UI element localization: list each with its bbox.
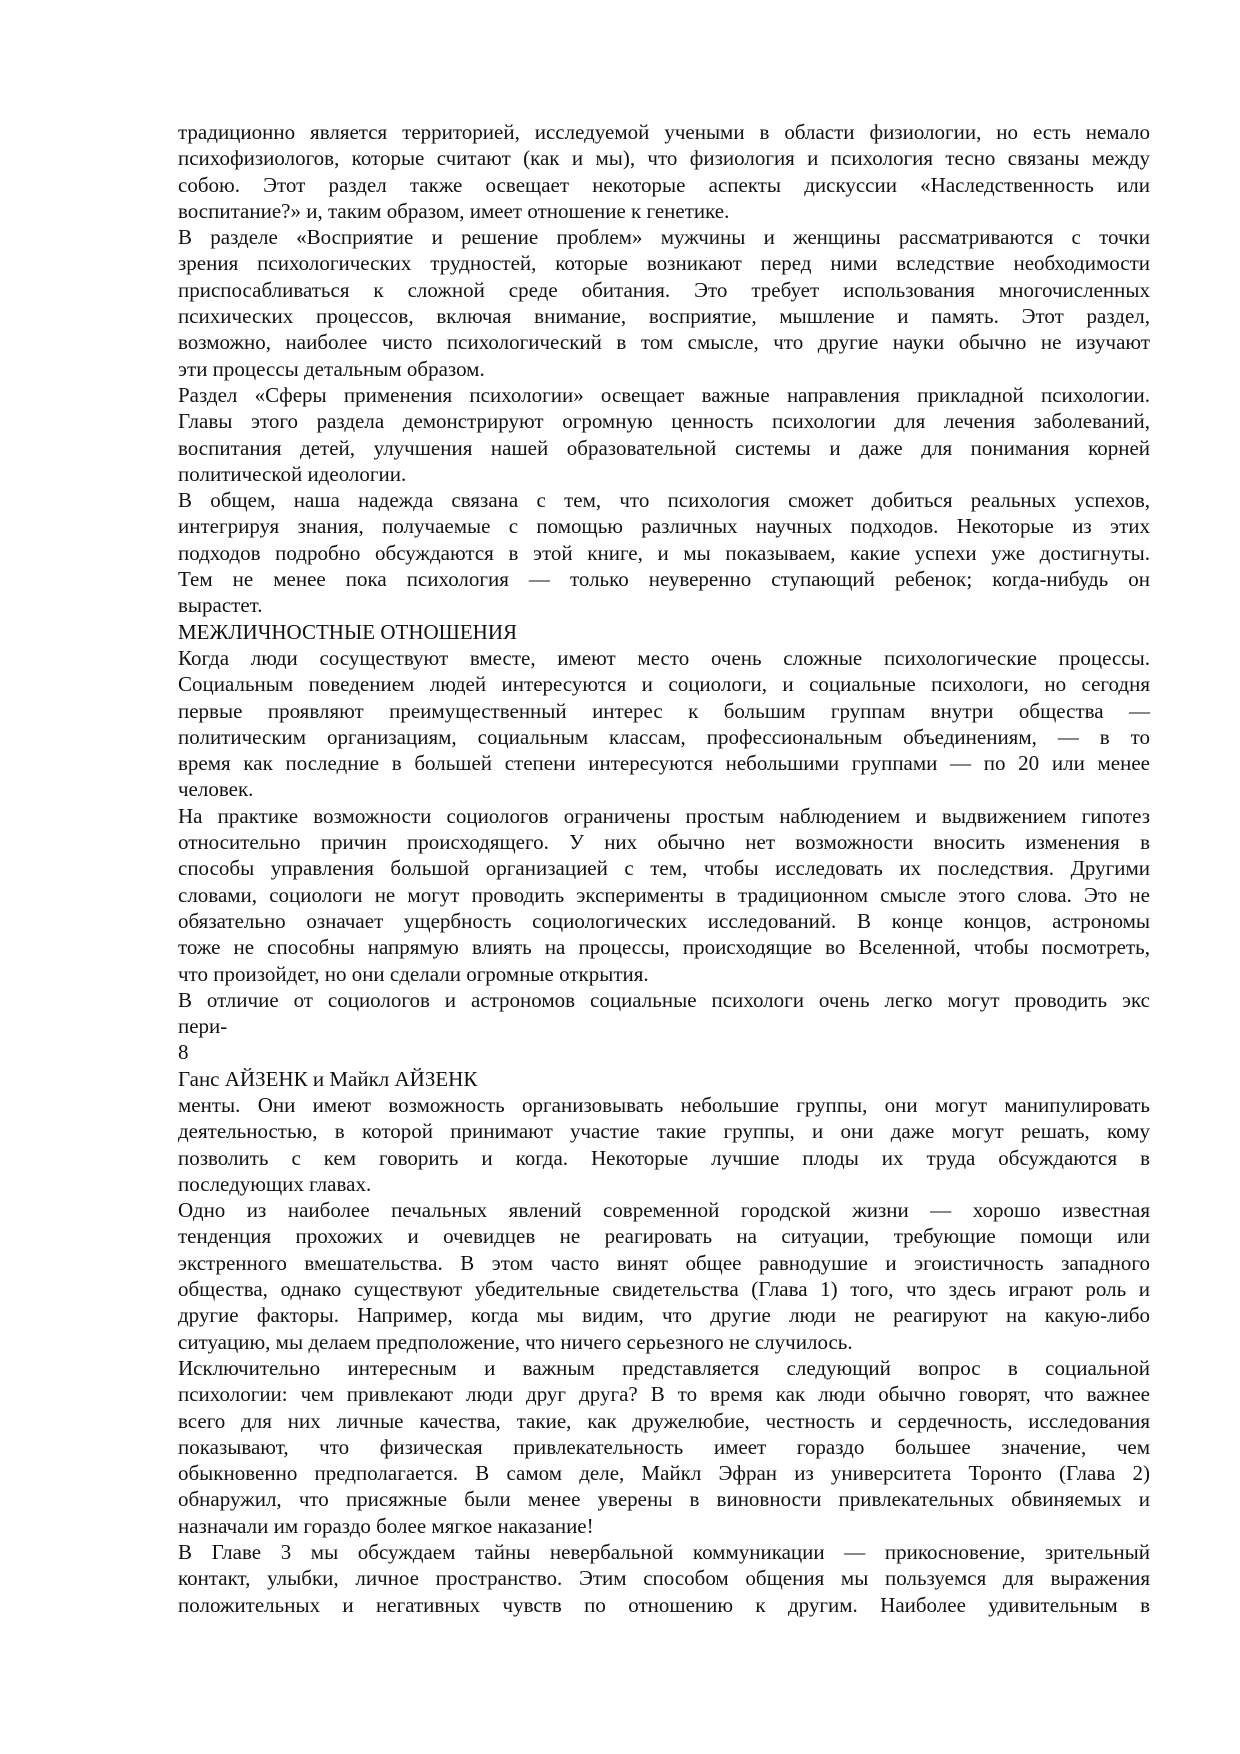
text-line: всего для них личные качества, такие, как дружелюбие, честность и сердечность, исследования bbox=[178, 1408, 1150, 1433]
text-line: возможно, наиболее чисто психологический в том смысле, что другие науки обычно не изучают bbox=[178, 330, 1150, 355]
running-header-text: Ганс АЙЗЕНК и Майкл АЙЗЕНК bbox=[178, 1066, 478, 1091]
text-line: первые проявляют преимущественный интерес к большим группам внутри общества — bbox=[178, 698, 1150, 723]
text-line: ситуацию, мы делаем предположение, что ничего серьезного не случилось. bbox=[178, 1329, 853, 1354]
paragraph bbox=[178, 645, 1150, 803]
text-line: психических процессов, включая внимание, восприятие, мышление и память. Этот раздел, bbox=[178, 304, 1150, 329]
text-line: обнаружил, что присяжные были менее уверены в виновности привлекательных обвиняемых и bbox=[178, 1487, 1150, 1512]
text-line: приспосабливаться к сложной среде обитания. Это требует использования многочисленных bbox=[178, 277, 1150, 302]
text-line: человек. bbox=[178, 777, 254, 802]
paragraph bbox=[178, 803, 1150, 987]
heading bbox=[178, 619, 1150, 645]
text-line: В разделе «Восприятие и решение проблем» мужчины и женщины рассматриваются с точки bbox=[178, 225, 1150, 250]
page-number bbox=[178, 1039, 1150, 1065]
text-line: общества, однако существуют убедительные свидетельства (Глава 1) того, что здесь играют роль и bbox=[178, 1277, 1150, 1302]
text-line: менты. Они имеют возможность организовывать небольшие группы, они могут манипулировать bbox=[178, 1092, 1150, 1117]
text-line: собою. Этот раздел также освещает некоторые аспекты дискуссии «Наследственность или bbox=[178, 172, 1150, 197]
text-line: тенденция прохожих и очевидцев не реагировать на ситуации, требующие помощи или bbox=[178, 1224, 1150, 1249]
text-line: Исключительно интересным и важным представляется следующий вопрос в социальной bbox=[178, 1355, 1150, 1380]
page-number-text: 8 bbox=[178, 1040, 189, 1065]
text-line: эти процессы детальным образом. bbox=[178, 356, 485, 381]
text-line: политическим организациям, социальным классам, профессиональным объединениям, — в то bbox=[178, 724, 1150, 749]
running-header bbox=[178, 1066, 1150, 1092]
text-line: В Главе 3 мы обсуждаем тайны невербальной коммуникации — прикосновение, зрительный bbox=[178, 1540, 1150, 1565]
paragraph bbox=[178, 119, 1150, 224]
text-line: позволить с кем говорить и когда. Некоторые лучшие плоды их труда обсуждаются в bbox=[178, 1145, 1150, 1170]
text-line: положительных и негативных чувств по отношению к другим. Наиболее удивительным в bbox=[178, 1592, 1150, 1617]
text-line: зрения психологических трудностей, которые возникают перед ними вследствие необходимости bbox=[178, 251, 1150, 276]
text-line: Главы этого раздела демонстрируют огромную ценность психологии для лечения заболеваний, bbox=[178, 409, 1150, 434]
paragraph bbox=[178, 1092, 1150, 1197]
paragraph bbox=[178, 487, 1150, 618]
text-line: экстренного вмешательства. В этом часто винят общее равнодушие и эгоистичность западного bbox=[178, 1250, 1150, 1275]
heading-text: МЕЖЛИЧНОСТНЫЕ ОТНОШЕНИЯ bbox=[178, 619, 518, 644]
paragraph bbox=[178, 1539, 1150, 1618]
text-line: способы управления большой организацией с тем, чтобы исследовать их последствия. Другими bbox=[178, 856, 1150, 881]
text-line: деятельностью, в которой принимают участие такие группы, и они даже могут решать, кому bbox=[178, 1119, 1150, 1144]
paragraph bbox=[178, 1197, 1150, 1355]
text-line: вырастет. bbox=[178, 593, 263, 618]
text-line: тоже не способны напрямую влиять на процессы, происходящие во Вселенной, чтобы посмотреть, bbox=[178, 935, 1150, 960]
text-line: контакт, улыбки, личное пространство. Этим способом общения мы пользуемся для выражения bbox=[178, 1566, 1150, 1591]
text-line: относительно причин происходящего. У них обычно нет возможности вносить изменения в bbox=[178, 830, 1150, 855]
text-line: воспитания детей, улучшения нашей образовательной системы и даже для понимания корней bbox=[178, 435, 1150, 460]
text-line: воспитание?» и, таким образом, имеет отношение к генетике. bbox=[178, 198, 730, 223]
document-page bbox=[178, 119, 1150, 1618]
text-line: подходов подробно обсуждаются в этой книге, и мы показываем, какие успехи уже достигнуты. bbox=[178, 540, 1150, 565]
text-line: политической идеологии. bbox=[178, 461, 407, 486]
text-line: обыкновенно предполагается. В самом деле, Майкл Эфран из университета Торонто (Глава 2) bbox=[178, 1461, 1150, 1486]
text-line: традиционно является территорией, исследуемой учеными в области физиологии, но есть немало bbox=[178, 120, 1150, 144]
text-line: словами, социологи не могут проводить эксперименты в традиционном смысле этого слова. Это не bbox=[178, 882, 1150, 907]
text-line: назначали им гораздо более мягкое наказание! bbox=[178, 1513, 594, 1538]
text-line: последующих главах. bbox=[178, 1171, 372, 1196]
paragraph bbox=[178, 1355, 1150, 1539]
text-line: показывают, что физическая привлекательность имеет гораздо большее значение, чем bbox=[178, 1434, 1150, 1459]
text-line: На практике возможности социологов ограничены простым наблюдением и выдвижением гипотез bbox=[178, 803, 1150, 828]
text-line: В отличие от социологов и астрономов социальные психологи очень легко могут проводить экс bbox=[178, 987, 1150, 1012]
text-line: обязательно означает ущербность социологических исследований. В конце концов, астрономы bbox=[178, 908, 1150, 933]
text-line: пери- bbox=[178, 1014, 228, 1039]
text-line: Раздел «Сферы применения психологии» освещает важные направления прикладной психологии. bbox=[178, 382, 1150, 407]
text-line: интегрируя знания, получаемые с помощью различных научных подходов. Некоторые из этих bbox=[178, 514, 1150, 539]
text-line: время как последние в большей степени интересуются небольшими группами — по 20 или менее bbox=[178, 751, 1150, 776]
text-line: психофизиологов, которые считают (как и мы), что физиология и психология тесно связаны между bbox=[178, 146, 1150, 171]
paragraph bbox=[178, 224, 1150, 382]
text-line: Одно из наиболее печальных явлений современной городской жизни — хорошо известная bbox=[178, 1198, 1150, 1223]
text-line: что произойдет, но они сделали огромные открытия. bbox=[178, 961, 649, 986]
text-line: В общем, наша надежда связана с тем, что психология сможет добиться реальных успехов, bbox=[178, 488, 1150, 513]
text-line: психологии: чем привлекают люди друг друга? В то время как люди обычно говорят, что важнее bbox=[178, 1382, 1150, 1407]
paragraph bbox=[178, 987, 1150, 1040]
text-line: другие факторы. Например, когда мы видим, что другие люди не реагируют на какую-либо bbox=[178, 1303, 1150, 1328]
paragraph bbox=[178, 382, 1150, 487]
text-line: Тем не менее пока психология — только неуверенно ступающий ребенок; когда-нибудь он bbox=[178, 567, 1150, 592]
text-line: Социальным поведением людей интересуются и социологи, и социальные психологи, но сегодня bbox=[178, 672, 1150, 697]
text-line: Когда люди сосуществуют вместе, имеют место очень сложные психологические процессы. bbox=[178, 645, 1150, 670]
